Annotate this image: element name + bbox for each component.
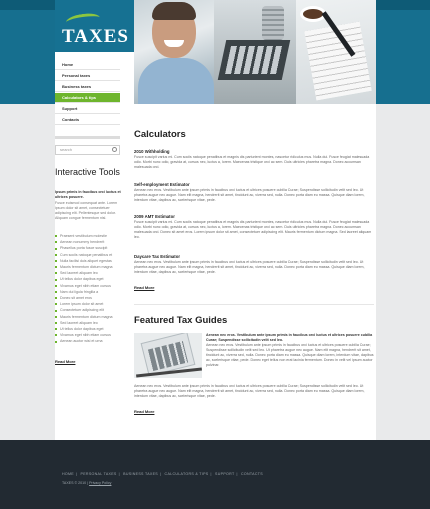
guides-title: Featured Tax Guides xyxy=(134,315,228,326)
calculator-subtitle-withholding[interactable]: 2010 Withholding xyxy=(134,149,170,154)
calculators-title: Calculators xyxy=(134,129,186,140)
footer-nav xyxy=(62,472,265,476)
footer-separator: | xyxy=(160,472,162,476)
calculator-text-withholding: Fusce suscipit varius mi. Cum sociis natoque penatibus et magnis dis parturient montes, nascetur ridiculus mus. Nulla dui. Fusce feugiat malesuada odio. Morbi nunc odio, gravida at, cursus nec, luctus a, lorem. Maecenas tristique orci ac sem. Duis ultricies pharetra magna. Donec accumsan malesuada orci. xyxy=(134,155,370,169)
nav-item-business-taxes[interactable]: Business taxes xyxy=(55,82,120,92)
sidebar-link[interactable]: Phasellus porta fusce suscipit xyxy=(55,245,125,251)
sidebar-link-list xyxy=(55,233,125,345)
sidebar-link[interactable]: Nam dui ligula fringilla a xyxy=(55,289,125,295)
sidebar-link[interactable]: Lorem ipsum dolor sit amet xyxy=(55,301,125,307)
privacy-policy-link[interactable]: Privacy Policy xyxy=(89,481,112,485)
sidebar-link[interactable]: Aenean nonummy hendrerit xyxy=(55,239,125,245)
nav-shadow xyxy=(55,136,120,139)
sidebar-read-more-link[interactable]: Read More xyxy=(55,359,76,364)
nav-item-contacts[interactable]: Contacts xyxy=(55,115,120,125)
sidebar-link[interactable]: Ut tellus dolor dapibus eget xyxy=(55,276,125,282)
nav-item-home[interactable]: Home xyxy=(55,60,120,70)
hero-photo-calculator xyxy=(214,0,296,104)
main-nav xyxy=(55,60,120,126)
sidebar-link[interactable]: Aenean auctor wisi et urna xyxy=(55,338,125,344)
footer-separator: | xyxy=(236,472,238,476)
sidebar-link[interactable]: Donec sit amet eros xyxy=(55,295,125,301)
sidebar-link[interactable]: Sed laoreet aliquam leo xyxy=(55,320,125,326)
footer-link-calculators-tips[interactable]: CALCULATORS & TIPS xyxy=(164,472,209,476)
hero-hair xyxy=(152,2,196,20)
guides-read-more-link[interactable]: Read More xyxy=(134,409,155,414)
calculator-subtitle-amt[interactable]: 2009 AMT Estimator xyxy=(134,214,175,219)
footer-link-business-taxes[interactable]: BUSINESS TAXES xyxy=(123,472,158,476)
section-divider xyxy=(134,304,374,305)
footer-separator: | xyxy=(210,472,212,476)
guide-body-text: Aenean nec eros. Vestibulum ante ipsum primis in faucibus orci luctus et ultrices posuere cubilia Curae; Suspendisse sollicitudin velit sed leo. Ut pharetra augue nec augue. Nam elit magna, hendrerit sit amet, tincidunt ac, viverra sed, nulla. Donec porta diam eu massa. Quisque diam lorem, interdum vitae, dapibus ac, scelerisque vitae, pede. xyxy=(134,384,365,398)
footer-link-support[interactable]: SUPPORT xyxy=(215,472,235,476)
calculators-read-more-link[interactable]: Read More xyxy=(134,285,155,290)
calculator-text-amt: Fusce suscipit varius mi. Cum sociis natoque penatibus et magnis dis parturient montes, nascetur ridiculus mus. Nulla dui. Fusce feugiat malesuada odio. Morbi nunc odio, gravida at, cursus nec, luctus a, lorem. Maecenas tristique orci ac sem. Duis ultricies pharetra magna. Donec accumsan malesuada orci. Donec sit amet eros. Lorem ipsum dolor sit amet, consectetuer adipiscing elit. Mauris fermentum dictum magna. Sed laoreet aliquam leo. xyxy=(134,220,372,239)
footer-copyright xyxy=(62,481,111,485)
sidebar-link[interactable]: Cum sociis natoque penatibus et xyxy=(55,252,125,258)
calculator-text-daycare: Aenean nec eros. Vestibulum ante ipsum primis in faucibus orci luctus et ultrices posuere cubilia Curae; Suspendisse sollicitudin velit sed leo. Ut pharetra augue nec augue. Nam elit magna, hendrerit sit amet, tincidunt ac, viverra sed, nulla. Donec porta diam eu massa. Quisque diam lorem, interdum vitae, dapibus ac, scelerisque vitae, pede. xyxy=(134,260,365,274)
nav-item-support[interactable]: Support xyxy=(55,104,120,114)
sidebar-link[interactable]: Sed laoreet aliquam leo xyxy=(55,270,125,276)
sidebar-link[interactable]: Praesent vestibulum molestie xyxy=(55,233,125,239)
sidebar-link[interactable]: Nulla facilisi duis aliquet egestas xyxy=(55,258,125,264)
copyright-text: TAXES © 2010 xyxy=(62,481,87,485)
sidebar-link[interactable]: Vivamus eget nibh etiam cursus xyxy=(55,332,125,338)
hero-banner xyxy=(134,0,376,104)
calculator-subtitle-daycare[interactable]: Daycare Tax Estimator xyxy=(134,254,181,259)
logo[interactable]: TAXES xyxy=(62,26,129,47)
footer-link-personal-taxes[interactable]: PERSONAL TAXES xyxy=(80,472,117,476)
sidebar-link[interactable]: Ut tellus dolor dapibus eget xyxy=(55,326,125,332)
hero-shirt xyxy=(138,58,214,104)
footer-separator: | xyxy=(118,472,120,476)
guide-intro-bold: Aenean nec eros. Vestibulum ante ipsum primis in faucibus orci luctus et ultrices posuere cubilia Curae; Suspendisse sollicitudin velit sed leo. xyxy=(206,333,373,342)
calculator-text-self-employment: Aenean nec eros. Vestibulum ante ipsum primis in faucibus orci luctus et ultrices posuere cubilia Curae; Suspendisse sollicitudin velit sed leo. Ut pharetra augue nec augue. Nam elit magna, hendrerit sit amet, tincidunt ac, viverra sed, nulla. Donec porta diam eu massa. Quisque diam lorem, interdum vitae, dapibus ac, scelerisque vitae, pede. xyxy=(134,188,365,202)
sidebar-intro-text: Fusce euismod consequat ante. Lorem ipsum dolor sit amet, consectetuer adipiscing elit. Pellentesque sed dolor. Aliquam congue fermentum nisl. xyxy=(55,201,118,220)
guide-calculator-image xyxy=(134,333,202,378)
nav-item-personal-taxes[interactable]: Personal taxes xyxy=(55,71,120,81)
nav-item-calculators-tips[interactable]: Calculators & tips xyxy=(55,93,120,103)
footer-link-home[interactable]: HOME xyxy=(62,472,74,476)
sidebar-link[interactable]: Mauris fermentum dictum magna xyxy=(55,264,125,270)
footer-separator: | xyxy=(87,481,89,485)
calculator-subtitle-self-employment[interactable]: Self-employment Estimator xyxy=(134,182,190,187)
sidebar-title: Interactive Tools xyxy=(55,167,120,177)
search-icon[interactable] xyxy=(112,147,117,152)
coins-image xyxy=(262,6,284,40)
search-input[interactable]: search xyxy=(55,145,120,155)
sidebar-link[interactable]: Vivamus eget nibh etiam cursus xyxy=(55,283,125,289)
sidebar-link[interactable]: Mauris fermentum dictum magna xyxy=(55,314,125,320)
hero-photo-paperwork xyxy=(296,0,376,104)
sidebar-intro-bold: Ipsum primis in faucibus orci luctus et ultrices posuere. xyxy=(55,190,121,199)
sidebar-link[interactable]: Consectetuer adipiscing elit xyxy=(55,307,125,313)
footer-link-contacts[interactable]: CONTACTS xyxy=(241,472,263,476)
calculator-keys xyxy=(225,46,283,74)
guide-intro-text: Aenean nec eros. Vestibulum ante ipsum primis in faucibus orci luctus et ultrices posuere cubilia Curae; Suspendisse sollicitudin velit sed leo. Ut pharetra augue nec augue. Nam elit magna, hendrerit sit amet, tincidunt ac, viverra sed, nulla. Donec porta diam eu massa. Quisque diam lorem, interdum vitae, dapibus ac, scelerisque vitae, pede. Donec eget tellus non erat lacinia fermentum. Donec in velit vel ipsum auctor pulvinar. xyxy=(206,343,374,367)
hero-photo-man xyxy=(134,0,214,104)
footer-separator: | xyxy=(75,472,78,476)
